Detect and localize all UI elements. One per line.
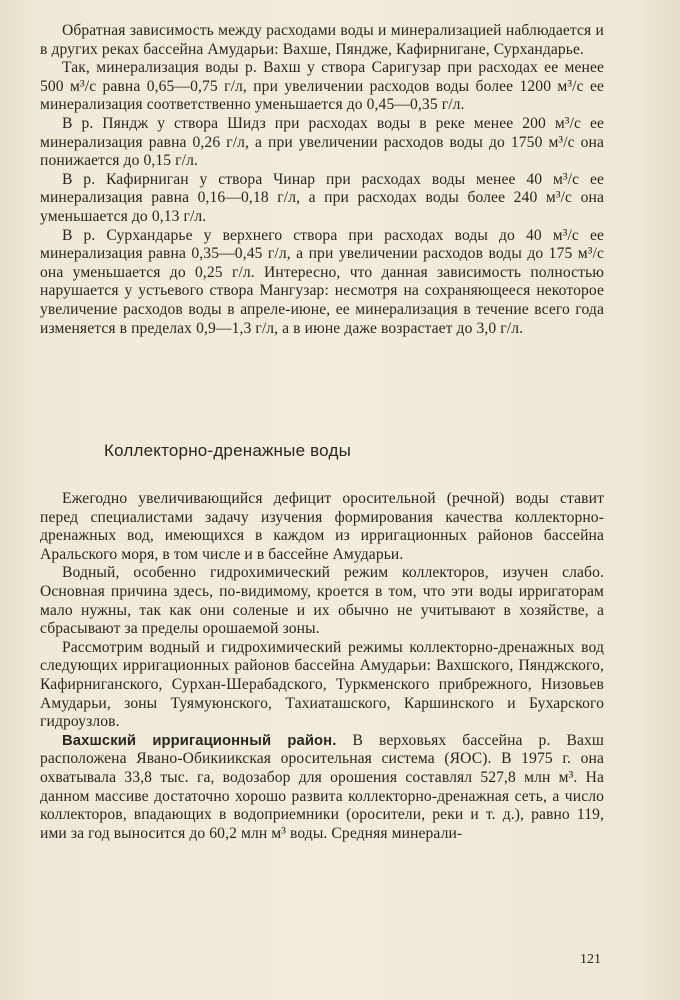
page-number: 121 [580,952,601,967]
paragraph: В р. Пяндж у створа Шидз при расходах воды в реке менее 200 м³/с ее минерализация равна 0,26 г/л, а при увеличении расходов воды до 1750 м³/с она понижается до 0,15 г/л. [40,114,604,170]
paragraph-text: В верховьях бассейна р. Вахш расположена Явано-Обикиикская оросительная система (ЯОС). В 1975 г. она охватывала 33,8 тыс. га, водозабор для орошения составлял 527,8 млн м³. На данном массиве достаточно хорошо развита коллекторно-дренажная сеть, а число коллекторов, впадающих в водоприемники (оросители, реки и т. д.), равно 119, ими за год выносится до 60,2 млн м³ воды. Средняя минерали- [40,731,604,842]
top-text-block [40,22,604,338]
paragraph: Так, минерализация воды р. Вахш у створа Саригузар при расходах ее менее 500 м³/с равна 0,65—0,75 г/л, при увеличении расходов воды более 1200 м³/с ее минерализация соответственно уменьшается до 0,45—0,35 г/л. [40,59,604,114]
paragraph-vakhsh [40,732,604,844]
run-in-heading: Вахшский ирригационный район. [62,732,337,749]
paragraph: В р. Кафирниган у створа Чинар при расходах воды менее 40 м³/с ее минерализация равна 0,16—0,18 г/л, а при расходах воды более 240 м³/с она уменьшается до 0,13 г/л. [40,170,604,225]
paragraph: Водный, особенно гидрохимический режим коллекторов, изучен слабо. Основная причина здесь, по-видимому, кроется в том, что эти воды ирригаторам мало нужны, так как они соленые и их обычно не учитывают в хозяйстве, а сбрасывают за пределы орошаемой зоны. [40,564,604,638]
bottom-text-block [40,490,604,843]
paragraph: Рассмотрим водный и гидрохимический режимы коллекторно-дренажных вод следующих ирригационных районов бассейна Амударьи: Вахшского, Пянджского, Кафирниганского, Сурхан-Шерабадского, Туркменского прибрежного, Низовьев Амударьи, зоны Туямуюнского, Тахиаташского, Каршинского и Бухарского гидроузлов. [40,638,604,731]
paragraph: Ежегодно увеличивающийся дефицит оросительной (речной) воды ставит перед специалистами задачу изучения формирования качества коллекторно-дренажных вод, имеющихся в каждом из ирригационных районов бассейна Аральского моря, в том числе и в бассейне Амударьи. [40,490,604,563]
section-heading: Коллекторно-дренажные воды [104,441,352,460]
paragraph: Обратная зависимость между расходами воды и минерализацией наблюдается и в других реках бассейна Амударьи: Вахше, Пяндже, Кафирнигане, Сурхандарье. [40,22,604,58]
paragraph: В р. Сурхандарье у верхнего створа при расходах воды до 40 м³/с ее минерализация равна 0,35—0,45 г/л, а при увеличении расходов воды до 175 м³/с она уменьшается до 0,25 г/л. Интересно, что данная зависимость полностью нарушается у устьевого створа Мангузар: несмотря на сохраняющееся некоторое увеличение расходов воды в апреле-июне, ее минерализация в течение всего года изменяется в пределах 0,9—1,3 г/л, а в июне даже возрастает до 3,0 г/л. [40,226,604,337]
